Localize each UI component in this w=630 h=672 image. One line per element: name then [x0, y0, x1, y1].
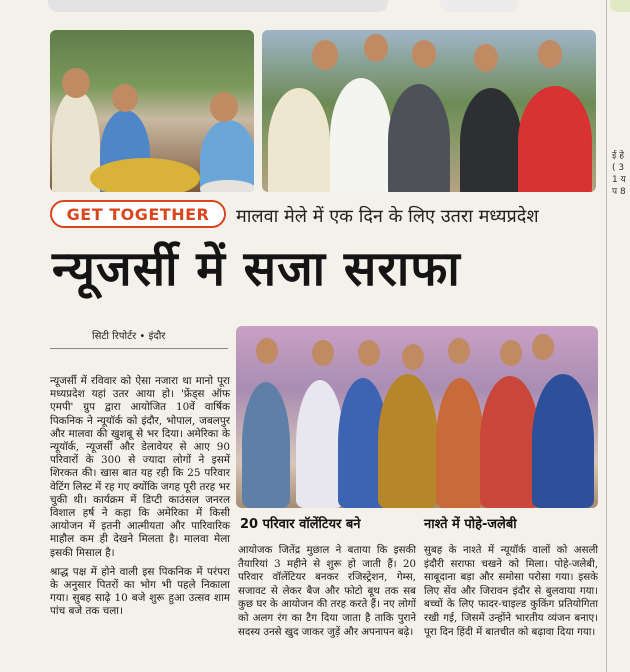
column-divider: [606, 0, 607, 672]
category-tag: GET TOGETHER: [50, 200, 226, 228]
previous-article-card: [610, 0, 630, 12]
headline: न्यूजर्सी में सजा सराफा: [52, 241, 461, 297]
section-heading: नाश्ते में पोहे-जलेबी: [424, 517, 517, 532]
subheadline: मालवा मेले में एक दिन के लिए उतरा मध्यप्रदेश: [236, 206, 539, 227]
article-column-3: सुबह के नाश्ते में न्यूयॉर्क वालों को असली इंदौरी सराफा चखने को मिला। पोहे-जलेबी, साबूदाना बड़ा और समोसा परोसा गया। इसके लिए सेंव और जिरावन इंदौर से बुलवाया गया। बच्चों के लिए फादर-चाइल्ड कुकिंग प्रतियोगिता रखी गई, जिसमें उन्होंने भारतीय व्यंजन बनाए। पूरा दिन हिंदी में बातचीत को बढ़ावा दिया गया।: [424, 545, 598, 638]
byline: सिटी रिपोर्टर • इंदौर: [92, 331, 166, 342]
section-heading: 20 परिवार वॉलेंटियर बने: [240, 517, 361, 532]
adjacent-article-text: ई हे ( 3 1 य प 8: [612, 151, 626, 197]
paragraph: श्राद्ध पक्ष में होने वाली इस पिकनिक में परंपरा के अनुसार पितरों का भोग भी पहले निकाला गया। सुबह साढ़े 10 बजे शुरू हुआ उत्सव शाम पांच बजे तक चला।: [50, 565, 230, 618]
divider: [50, 348, 228, 349]
photo-men-group: [262, 30, 596, 192]
article-column-1: [50, 375, 230, 625]
previous-article-card: [440, 0, 518, 12]
previous-article-card: [48, 0, 388, 12]
article-column-2: आयोजक जितेंद्र मुछाल ने बताया कि इसकी तैयारियां 3 महीने से शुरू हो जाती हैं। 20 परिवार वॉलेंटियर बनकर रजिस्ट्रेशन, गेम्स, सजावट से लेकर बैज और फोटो बूथ तक सब कुछ घर के आयोजन की तरह करते हैं। नए लोगों को अलग रंग का टैग दिया जाता है ताकि पुराने सदस्य उनसे खुद जाकर जुड़ें और अपनापन बढ़े।: [238, 545, 416, 638]
photo-food-serving: [50, 30, 254, 192]
paragraph: न्यूजर्सी में रविवार को ऐसा नजारा था मानो पूरा मध्यप्रदेश यहां उतर आया हो। 'फ्रेंड्स ऑफ एमपी' ग्रुप द्वारा आयोजित 10वें वार्षिक पिकनिक ने न्यूयॉर्क को इंदौर, भोपाल, जबलपुर और मालवा की खुशबू से भर दिया। अमेरिका के न्यूयॉर्क, न्यूजर्सी और डेलावेयर से आए 90 परिवारों के 300 से ज्यादा लोगों ने इसमें शिरकत की। खास बात यह रही कि 25 परिवार वेटिंग लिस्ट में रह गए क्योंकि जगह पूरी तरह भर चुकी थी। कार्यक्रम में डिप्टी काउंसल जनरल विशाल हर्ष ने कहा कि अमेरिका में किसी आयोजन में इतनी आत्मीयता और पारिवारिक माहौल कम ही देखने मिलता है। मालवा मेला इसकी मिसाल है।: [50, 375, 230, 559]
photo-women-group: [236, 326, 598, 508]
